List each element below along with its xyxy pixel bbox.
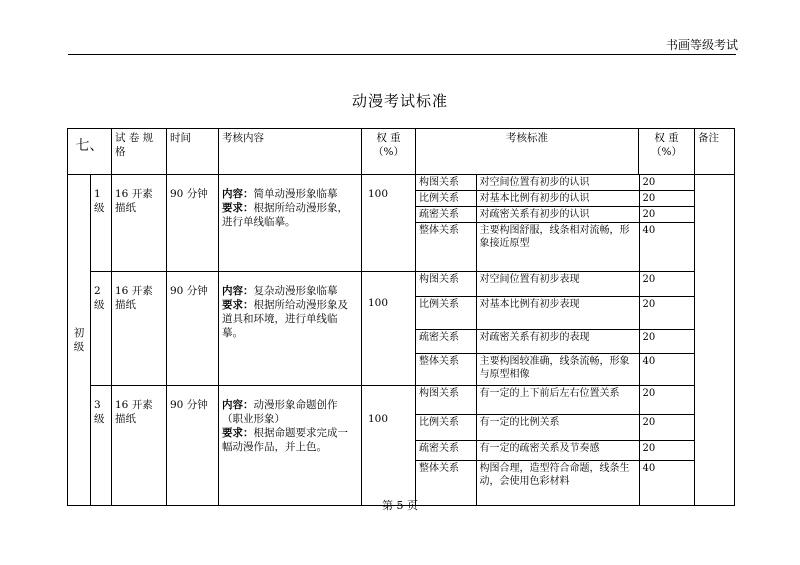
grade-cell: 3级 [91,385,112,505]
criteria-table [416,175,695,271]
criteria-cell [416,385,695,505]
criteria-table [416,272,695,385]
criteria-row [416,297,695,330]
weight-cell: 100 [362,271,416,385]
criteria-weight: 20 [639,415,695,441]
content-label: 内容： [222,398,254,411]
content-title: 简单动漫形象临摹 [253,188,338,200]
criteria-desc: 有一定的疏密关系及节奏感 [476,441,639,461]
criteria-name: 整体关系 [416,223,476,271]
criteria-row [416,191,695,207]
criteria-row [416,354,695,385]
criteria-row [416,272,695,297]
criteria-name: 构图关系 [416,175,476,191]
table-row [68,271,735,385]
criteria-row [416,223,695,271]
weight-cell: 100 [362,175,416,272]
criteria-name: 整体关系 [416,354,476,385]
content-label: 内容： [222,284,254,297]
weight-cell: 100 [362,385,416,505]
criteria-cell [416,271,695,385]
criteria-row [416,441,695,461]
criteria-cell [416,175,695,272]
criteria-desc: 对空间位置有初步的认识 [476,175,639,191]
level-group: 初级 [68,175,91,506]
criteria-name: 比例关系 [416,191,476,207]
criteria-desc: 有一定的比例关系 [476,415,639,441]
header-criteria: 考核标准 [416,129,639,175]
header-content: 考核内容 [219,129,362,175]
content-label: 内容： [222,188,254,200]
time-cell: 90 分钟 [167,385,219,505]
requirement-label: 要求： [222,298,254,311]
spec-cell: 16 开素描纸 [112,175,167,272]
criteria-weight: 20 [639,175,695,191]
document-title: 动漫考试标准 [351,92,448,110]
header-spec: 试 卷 规 格 [112,129,167,175]
criteria-desc: 主要构图舒服，线条相对流畅，形象接近原型 [476,223,639,271]
page-number: 第 5 页 [382,499,418,512]
criteria-weight: 20 [639,297,695,330]
criteria-name: 疏密关系 [416,207,476,223]
section-number: 七、 [68,129,112,175]
criteria-desc: 有一定的上下前后左右位置关系 [476,386,639,415]
criteria-desc: 主要构图较准确，线条流畅，形象与原型相像 [476,354,639,385]
header-weight-2: 权 重（%） [639,129,695,175]
requirement-label: 要求： [222,202,254,214]
criteria-weight: 20 [639,330,695,354]
criteria-desc: 构图合理，造型符合命题，线条生动，会使用色彩材料 [476,461,639,505]
criteria-row [416,175,695,191]
time-cell: 90 分钟 [167,271,219,385]
requirement-text: 根据所给动漫形象及道具和环境，进行单线临摹。 [222,298,348,339]
criteria-desc: 对疏密关系有初步的认识 [476,207,639,223]
criteria-weight: 40 [639,461,695,505]
criteria-name: 构图关系 [416,386,476,415]
criteria-desc: 对疏密关系有初步的表现 [476,330,639,354]
requirement-text: 根据所给动漫形象，进行单线临摹。 [222,202,348,228]
criteria-desc: 对空间位置有初步表现 [476,272,639,297]
header-notes: 备注 [695,129,735,175]
criteria-weight: 20 [639,207,695,223]
spec-cell: 16 开素描纸 [112,271,167,385]
content-title: 复杂动漫形象临摹 [253,284,338,297]
criteria-weight: 20 [639,441,695,461]
criteria-desc: 对基本比例有初步表现 [476,297,639,330]
criteria-name: 比例关系 [416,415,476,441]
content-cell [219,175,362,272]
criteria-name: 比例关系 [416,297,476,330]
requirement-label: 要求： [222,426,254,439]
content-cell [219,271,362,385]
table-row [68,175,735,272]
criteria-weight: 20 [639,386,695,415]
header-weight: 权 重（%） [362,129,416,175]
criteria-row [416,415,695,441]
criteria-desc: 对基本比例有初步的认识 [476,191,639,207]
requirement-text: 根据命题要求完成一幅动漫作品，并上色。 [222,426,348,453]
header-label: 书画等级考试 [665,38,738,52]
criteria-row [416,207,695,223]
grade-cell: 2级 [91,271,112,385]
criteria-row [416,386,695,415]
criteria-weight: 20 [639,272,695,297]
spec-cell: 16 开素描纸 [112,385,167,505]
grade-cell: 1级 [91,175,112,272]
exam-standard-table [67,128,735,506]
criteria-name: 整体关系 [416,461,476,505]
content-cell [219,385,362,505]
header-time: 时间 [167,129,219,175]
criteria-weight: 20 [639,191,695,207]
time-cell: 90 分钟 [167,175,219,272]
notes-cell [695,175,735,506]
criteria-name: 构图关系 [416,272,476,297]
table-row [68,385,735,505]
criteria-weight: 40 [639,354,695,385]
criteria-table [416,386,695,505]
criteria-weight: 40 [639,223,695,271]
criteria-name: 疏密关系 [416,330,476,354]
table-header-row [68,129,735,175]
content-title: 动漫形象命题创作（职业形象） [222,398,338,425]
criteria-row [416,330,695,354]
header-rule [68,54,736,55]
criteria-name: 疏密关系 [416,441,476,461]
